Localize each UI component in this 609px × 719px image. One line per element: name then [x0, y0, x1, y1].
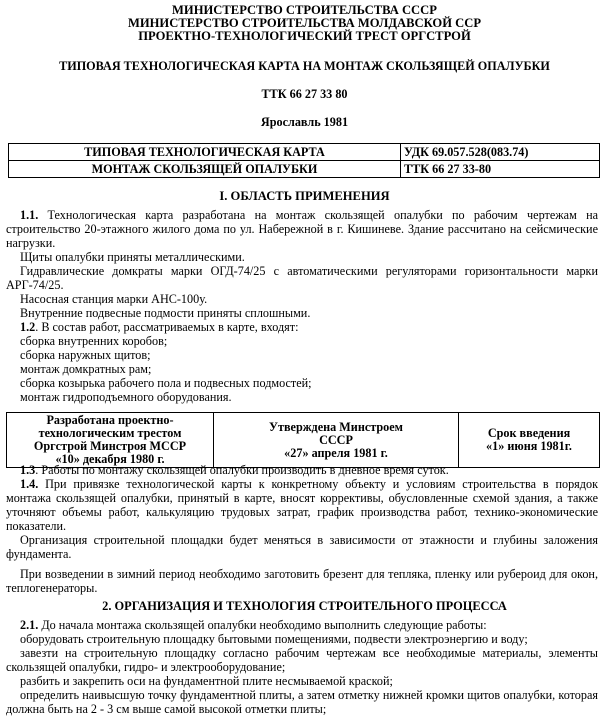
approved-line: Утверждена Минстроем	[269, 419, 403, 434]
term-line: Срок введения	[487, 426, 571, 440]
city-year: Ярославль 1981	[260, 115, 349, 129]
list-item: разбить и закрепить оси на фундаментной плите несмываемой краской;	[20, 674, 393, 688]
list-item: сборка наружных щитов;	[20, 348, 151, 362]
section-2-body	[6, 618, 598, 716]
paragraph-text: Технологическая карта разработана на монтаж скользящей опалубки по рабочим чертежам на строительство 20-этажного жилого дома по ул. Набережной в г. Кишиневе. Здание рассчитано на сейсмические нагрузки.	[6, 208, 598, 250]
udk-code: УДК 69.057.528(083.74)	[401, 144, 600, 161]
ttk-number: ТТК 66 27 33 80	[261, 87, 348, 101]
term-cell	[459, 413, 600, 468]
developed-cell	[7, 413, 214, 468]
ministry-line: МИНИСТЕРСТВО СТРОИТЕЛЬСТВА СССР	[172, 3, 437, 17]
list-item: завезти на строительную площадку согласно рабочим чертежам все необходимые материалы, элементы скользящей опалубки, гидро- и электрооборудование;	[6, 646, 598, 674]
paragraph-1-4	[6, 477, 598, 533]
developed-line: Разработана проектно-технологическим трестом	[38, 413, 182, 440]
paragraph-text: До начала монтажа скользящей опалубки необходимо выполнить следующие работы:	[38, 618, 487, 632]
developed-line: Оргстрой Минстроя МССР	[33, 439, 187, 453]
paragraph-1-1	[6, 208, 598, 250]
paragraph-winter: При возведении в зимний период необходимо заготовить брезент для тепляка, пленку или рубероид для окон, теплогенераторы.	[6, 567, 598, 595]
list-item: монтаж гидроподъемного оборудования.	[20, 390, 232, 404]
list-item: монтаж домкратных рам;	[20, 362, 152, 376]
approved-line: «27» апреля 1981 г.	[284, 445, 388, 460]
section-1-body	[6, 208, 598, 404]
paragraph-line: Щиты опалубки приняты металлическими.	[20, 250, 245, 264]
paragraph-text: . В состав работ, рассматриваемых в карте, входят:	[35, 320, 299, 334]
term-line: «1» июня 1981г.	[486, 439, 572, 453]
developed-line: «10» декабря 1980 г.	[55, 452, 165, 466]
approved-line: СССР	[319, 432, 353, 447]
list-item: сборка козырька рабочего пола и подвесных подмостей;	[20, 376, 312, 390]
list-item: определить наивысшую точку фундаментной плиты, а затем отметку нижней кромки щитов опалубки, которая должна быть на 2 - 3 см выше самой высокой отметки плиты;	[6, 688, 598, 716]
list-item: оборудовать строительную площадку бытовыми помещениями, подвести электроэнергию и воду;	[20, 632, 528, 646]
paragraph-line: Насосная станция марки АНС-100у.	[20, 292, 208, 306]
approved-cell	[214, 413, 459, 468]
paragraph-number: 1.2	[20, 320, 36, 334]
ministry-line: ПРОЕКТНО-ТЕХНОЛОГИЧЕСКИЙ ТРЕСТ ОРГСТРОЙ	[138, 29, 471, 43]
paragraph-number: 1.4.	[20, 477, 39, 491]
paragraph-2-1	[6, 618, 598, 632]
list-item: сборка внутренних коробов;	[20, 334, 168, 348]
paragraph-line: Внутренние подвесные подмости приняты сплошными.	[20, 306, 311, 320]
section-1-title: I. ОБЛАСТЬ ПРИМЕНЕНИЯ	[219, 189, 390, 203]
paragraph-1-2	[6, 320, 598, 334]
ttk-code: ТТК 66 27 33-80	[401, 161, 600, 178]
ministry-header	[0, 4, 609, 43]
header-table	[8, 143, 600, 178]
paragraph-organization: Организация строительной площадки будет меняться в зависимости от этажности и глубины заложения фундамента.	[6, 533, 598, 561]
paragraph-1-3	[6, 463, 598, 477]
paragraph-number: 1.1.	[20, 208, 39, 222]
paragraph-text: . Работы по монтажу скользящей опалубки производить в дневное время суток.	[35, 463, 449, 477]
paragraph-number: 2.1.	[20, 618, 39, 632]
paragraph-line: Гидравлические домкраты марки ОГД-74/25 с автоматическими регуляторами горизонтальности марки АРГ-74/25.	[6, 264, 598, 292]
document-title: ТИПОВАЯ ТЕХНОЛОГИЧЕСКАЯ КАРТА НА МОНТАЖ СКОЛЬЗЯЩЕЙ ОПАЛУБКИ	[59, 59, 550, 73]
paragraph-number: 1.3	[20, 463, 36, 477]
approval-table	[6, 412, 600, 468]
header-table-subtitle: МОНТАЖ СКОЛЬЗЯЩЕЙ ОПАЛУБКИ	[9, 161, 401, 178]
section-2-title: 2. ОРГАНИЗАЦИЯ И ТЕХНОЛОГИЯ СТРОИТЕЛЬНОГО ПРОЦЕССА	[102, 599, 507, 613]
header-table-title: ТИПОВАЯ ТЕХНОЛОГИЧЕСКАЯ КАРТА	[9, 144, 401, 161]
ministry-line: МИНИСТЕРСТВО СТРОИТЕЛЬСТВА МОЛДАВСКОЙ ССР	[127, 16, 482, 30]
section-1-continued	[6, 463, 598, 595]
paragraph-text: При привязке технологической карты к конкретному объекту и условиям строительства в порядок монтажа скользящей опалубки, принятый в карте, вносят коррективы, обусловленные схемой здания, а также уточняют объемы работ, калькуляцию трудовых затрат, график производства работ, технико-экономические показатели.	[6, 477, 598, 533]
